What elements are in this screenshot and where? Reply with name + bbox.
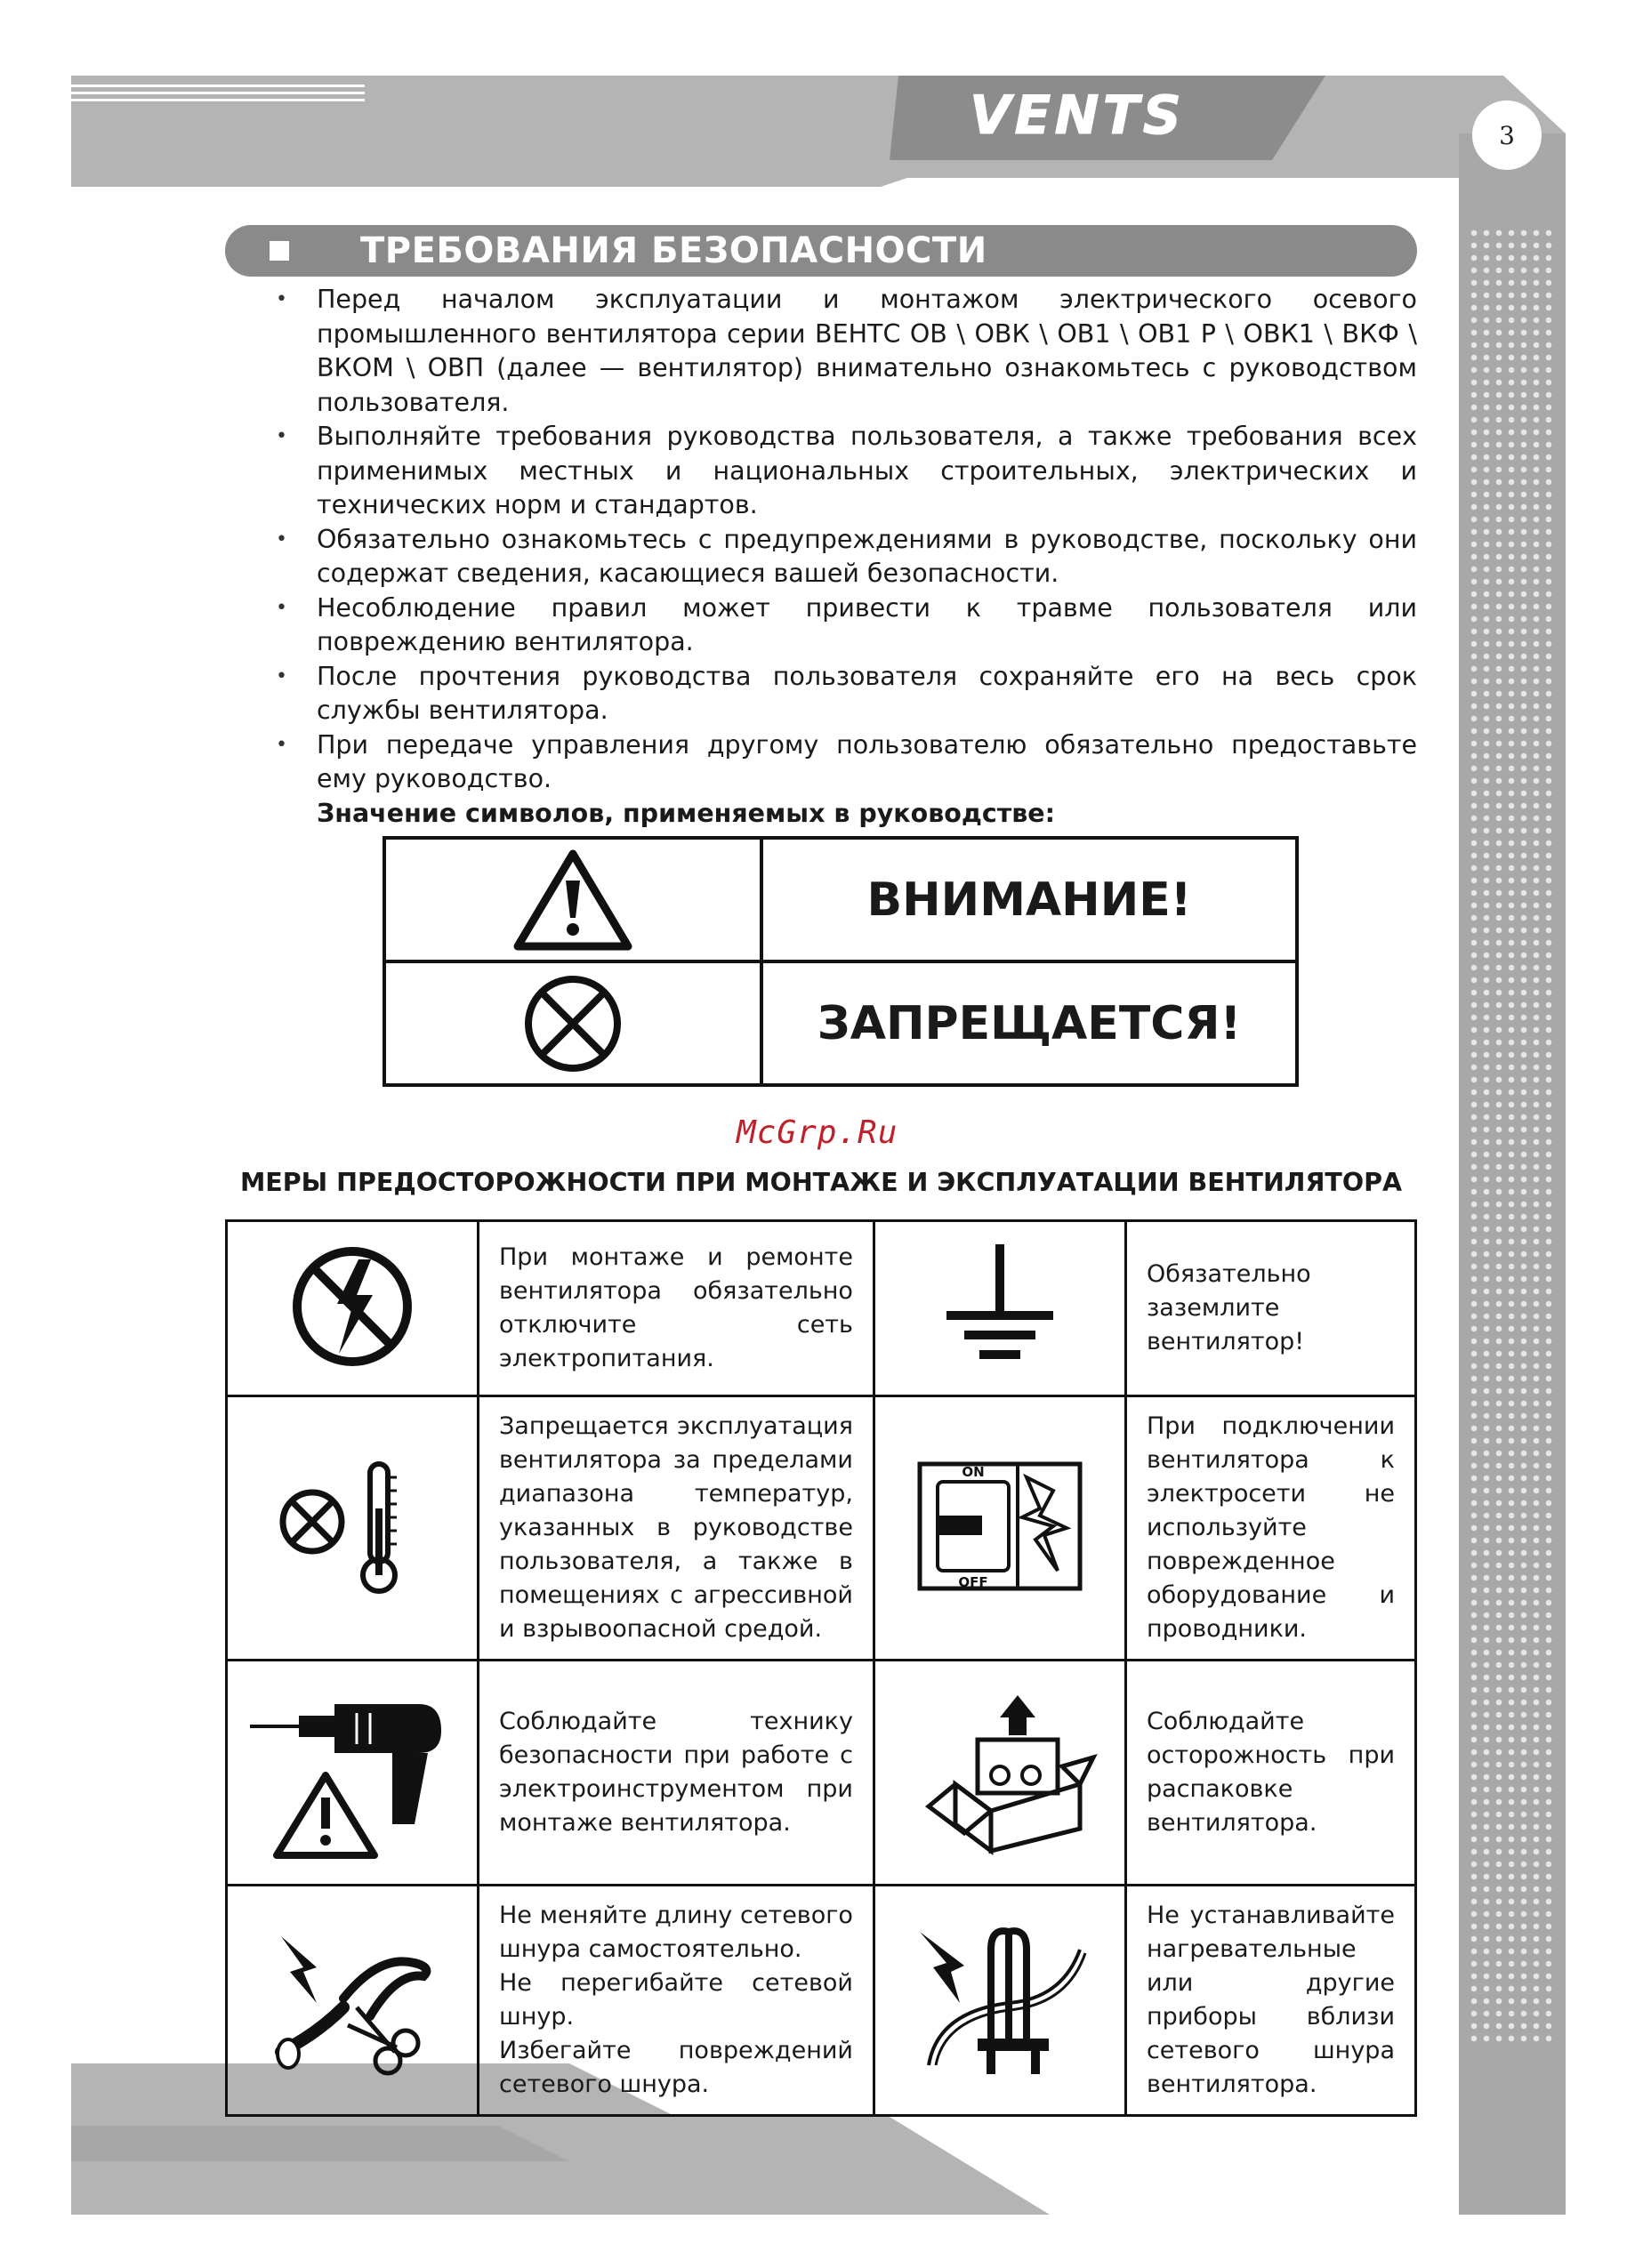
power-disconnect-icon: [227, 1221, 479, 1396]
precaution-text: Не устанавливайте нагревательные или другие приборы вблизи сетевого шнура вентилятора.: [1125, 1886, 1415, 2116]
bullet-item: • После прочтения руководства пользователя сохраняйте его на весь срок службы вентилятора.: [276, 660, 1417, 728]
precaution-text: [479, 1886, 874, 2116]
square-bullet-icon: [270, 241, 289, 261]
safety-bullet-list: [276, 283, 1417, 831]
ground-icon: [874, 1221, 1125, 1396]
precaution-text: При монтаже и ремонте вентилятора обязательно отключите сеть электропитания.: [479, 1221, 874, 1396]
precaution-text: Соблюдайте технику безопасности при работе с электроинструментом при монтаже вентилятора.: [479, 1661, 874, 1886]
bullet-item: • Выполняйте требования руководства пользователя, а также требования всех применимых местных и национальных строительных, электрических и технических норм и стандартов.: [276, 420, 1417, 523]
switch-on-label: ON: [962, 1464, 985, 1480]
cord-damage-icon: [227, 1886, 479, 2116]
precaution-text: При подключении вентилятора к электросети не используйте поврежденное оборудование и проводники.: [1125, 1396, 1415, 1661]
table-row: [227, 1221, 1416, 1396]
precaution-line: Избегайте повреждений сетевого шнура.: [499, 2037, 853, 2098]
unpacking-box-icon: [874, 1661, 1125, 1886]
header-decoration: [0, 0, 1643, 213]
heater-near-cord-icon: [874, 1886, 1125, 2116]
symbol-label: ВНИМАНИЕ!: [761, 838, 1297, 961]
symbol-row: [384, 961, 1297, 1085]
precautions-table: [225, 1219, 1417, 2117]
side-dot-pattern: [1468, 227, 1557, 2050]
vents-logo: VENTS: [970, 84, 1185, 147]
precaution-line: Не перегибайте сетевой шнур.: [499, 1969, 853, 2031]
precaution-line: Не меняйте длину сетевого шнура самостоятельно.: [499, 1902, 853, 1963]
table-row: [227, 1396, 1416, 1661]
table-row: [227, 1661, 1416, 1886]
bullet-item: • Обязательно ознакомьтесь с предупреждениями в руководстве, поскольку они содержат сведения, касающиеся вашей безопасности.: [276, 523, 1417, 591]
section-header: [225, 225, 1417, 277]
watermark-link[interactable]: McGrp.Ru: [737, 1114, 898, 1151]
precaution-text: Запрещается эксплуатация вентилятора за пределами диапазона температур, указанных в руководстве пользователя, а также в помещениях с агрессивной и взрывоопасной средой.: [479, 1396, 874, 1661]
section-title: ТРЕБОВАНИЯ БЕЗОПАСНОСТИ: [360, 230, 987, 271]
symbol-row: [384, 838, 1297, 961]
prohibited-circle-icon: [384, 961, 761, 1085]
bullet-item: • Несоблюдение правил может привести к травме пользователя или повреждению вентилятора.: [276, 591, 1417, 660]
switch-off-label: OFF: [958, 1574, 988, 1590]
power-drill-warning-icon: [227, 1661, 479, 1886]
temperature-prohibited-icon: [227, 1396, 479, 1661]
precaution-text: Соблюдайте осторожность при распаковке вентилятора.: [1125, 1661, 1415, 1886]
bullet-item: • При передаче управления другому пользователю обязательно предоставьте ему руководство.: [276, 728, 1417, 797]
bullet-item: • Перед началом эксплуатации и монтажом электрического осевого промышленного вентилятора серии ВЕНТС ОВ \ ОВК \ ОВ1 \ ОВ1 Р \ ОВК1 \ ВКФ \ ВКОМ \ ОВП (далее — вентилятор) внимательно ознакомьтесь с руководством пользователя.: [276, 283, 1417, 420]
symbol-label: ЗАПРЕЩАЕТСЯ!: [761, 961, 1297, 1085]
damaged-switch-icon: [874, 1396, 1125, 1661]
symbols-table: [383, 836, 1299, 1087]
table-row: [227, 1886, 1416, 2116]
measures-title: МЕРЫ ПРЕДОСТОРОЖНОСТИ ПРИ МОНТАЖЕ И ЭКСПЛУАТАЦИИ ВЕНТИЛЯТОРА: [239, 1168, 1403, 1197]
symbols-heading: Значение символов, применяемых в руководстве:: [317, 798, 1056, 828]
precaution-text: Обязательно заземлите вентилятор!: [1125, 1221, 1415, 1396]
warning-triangle-icon: [384, 838, 761, 961]
page-number: 3: [1472, 101, 1542, 170]
